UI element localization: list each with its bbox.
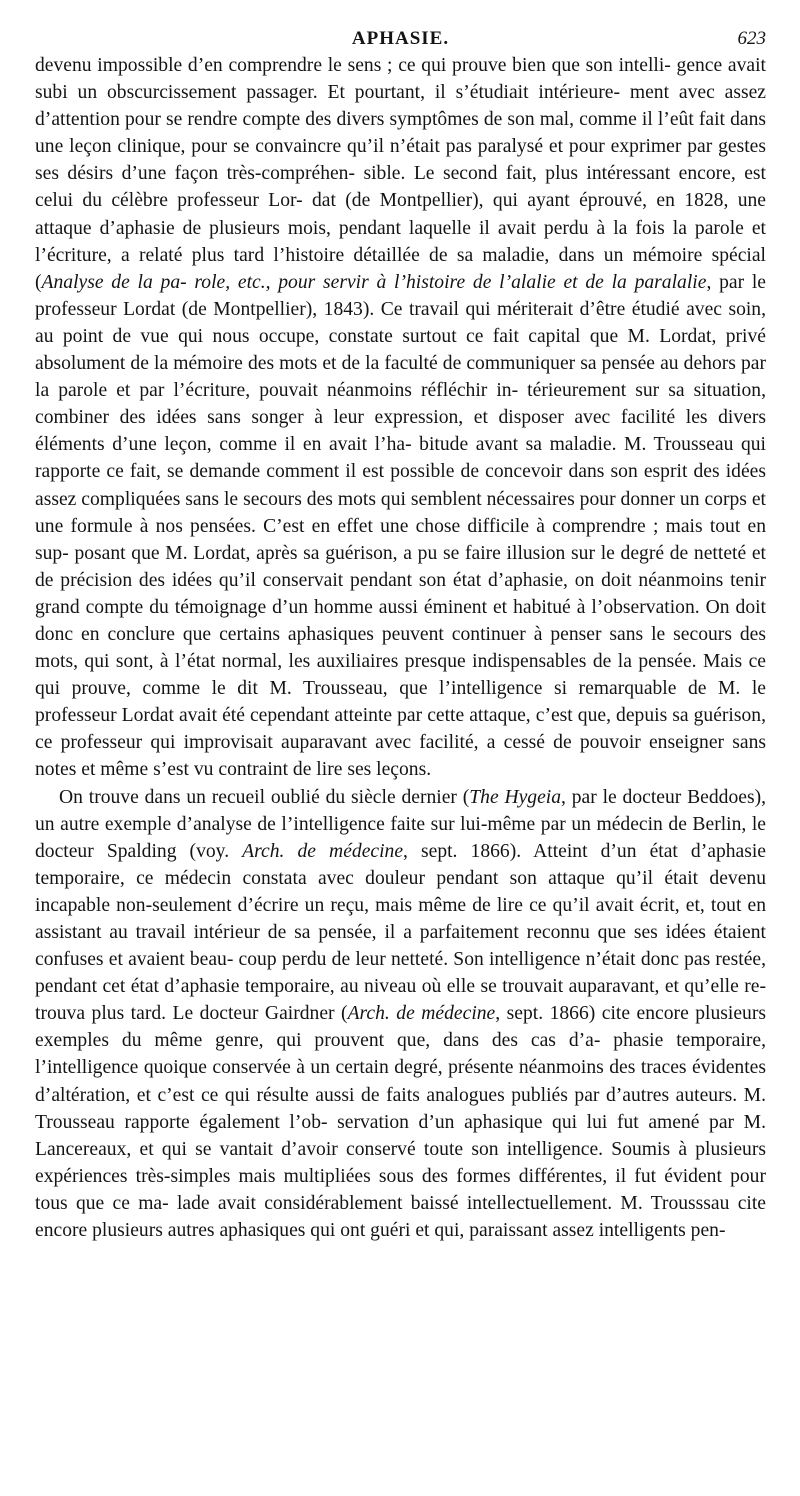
paragraph-text-run: , sept. 1866) cite encore plusieurs exemples du même genre, qui prouvent que, dans des cas d’a- phasie temporaire, l’intelligence quoique conservée à un certain degré, présente néanmoins des traces évidentes d’altération, et c’est ce qui résulte aussi de faits analogues publiés par d’autres auteurs. M. Trousseau rapporte également l’ob- servation d’un aphasique qui lui fut amené par M. Lancereaux, et qui se vantait d’avoir conservé toute son intelligence. Soumis à plusieurs expériences très-simples mais multipliées sous des formes différentes, il fut évident pour tous que ce ma- lade avait considérablement baissé intellectuellement. M. Trousssau cite encore plusieurs autres aphasiques qui ont guéri et qui, paraissant assez intelligents pen-: [35, 1003, 766, 1242]
paragraph-text-run: , sept. 1866). Atteint d’un état d’aphasie temporaire, ce médecin constata avec douleur pendant son attaque qu’il était devenu incapable non-seulement d’écrire un reçu, mais même de lire ce qu’il avait écrit, et, tout en assistant au travail intérieur de sa pensée, il a parfaitement reconnu que ses idées étaient confuses et avaient beau- coup perdu de leur netteté. Son intelligence n’était donc pas restée, pendant cet état d’aphasie temporaire, au niveau où elle se trouvait auparavant, et qu’elle re- trouva plus tard. Le docteur Gairdner (: [35, 840, 766, 1025]
paragraph-italic-citation: Arch. de médecine: [242, 840, 404, 862]
body-text: [35, 52, 766, 1244]
paragraph-text-run: , par le docteur Beddoes), un autre exemple d’analyse de l’intelligence faite sur lui-même par un médecin de Berlin, le docteur Spalding (voy.: [35, 786, 766, 862]
paragraph-1: [35, 52, 766, 784]
paragraph-text-run: devenu impossible d’en comprendre le sens ; ce qui prouve bien que son intelli- gence avait subi un obscurcissement passager. Et pourtant, il s’étudiait intérieure- ment avec assez d’attention pour se rendre compte des divers symptômes de son mal, comme il l’eût fait dans une leçon clinique, pour se convaincre qu’il n’était pas paralysé et pour exprimer par gestes ses désirs d’une façon très-compréhen- sible. Le second fait, plus intéressant encore, est celui du célèbre professeur Lor- dat (de Montpellier), qui ayant éprouvé, en 1828, une attaque d’aphasie de plusieurs mois, pendant laquelle il avait perdu à la fois la parole et l’écriture, a relaté plus tard l’histoire détaillée de sa maladie, dans un mémoire spécial (: [35, 55, 766, 293]
paragraph-text-run: , par le professeur Lordat (de Montpellier), 1843). Ce travail qui mériterait d’être étudié avec soin, au point de vue qui nous occupe, constate surtout ce fait capital que M. Lordat, privé absolument de la mémoire des mots et de la faculté de communiquer sa pensée au dehors par la parole et par l’écriture, pouvait néanmoins réfléchir in- térieurement sur sa situation, combiner des idées sans songer à leur expression, et disposer avec facilité les divers éléments d’une leçon, comme il en avait l’ha- bitude avant sa maladie. M. Trousseau qui rapporte ce fait, se demande comment il est possible de concevoir dans son esprit des idées assez compliquées sans le secours des mots qui semblent nécessaires pour donner un corps et une formule à nos pensées. C’est en effet une chose difficile à comprendre ; mais tout en sup- posant que M. Lordat, après sa guérison, a pu se faire illusion sur le degré de netteté et de précision des idées qu’il conservait pendant son état d’aphasie, on doit néanmoins tenir grand compte du témoignage d’un homme aussi éminent et habitué à l’observation. On doit donc en conclure que certains aphasiques peuvent continuer à penser sans le secours des mots, qui sont, à l’état normal, les auxiliaires presque indispensables de la pensée. Mais ce qui prouve, comme le dit M. Trousseau, que l’intelligence si remarquable de M. le professeur Lordat avait été cependant atteinte par cette attaque, c’est que, depuis sa guérison, ce professeur qui improvisait auparavant avec facilité, a cessé de pouvoir enseigner sans notes et même s’est vu contraint de lire ses leçons.: [35, 271, 766, 781]
paragraph-italic-citation: Analyse de la pa- role, etc., pour servir à l’histoire de l’alalie et de la paralalie: [41, 271, 707, 293]
paragraph-italic-citation: The Hygeia: [469, 786, 562, 808]
page-number: 623: [737, 28, 766, 49]
paragraph-2: [35, 784, 766, 1245]
running-head: [35, 18, 766, 52]
paragraph-italic-citation: Arch. de médecine: [347, 1003, 496, 1025]
running-title: APHASIE.: [351, 28, 450, 49]
paragraph-text-run: On trouve dans un recueil oublié du siècle dernier (: [59, 786, 470, 808]
